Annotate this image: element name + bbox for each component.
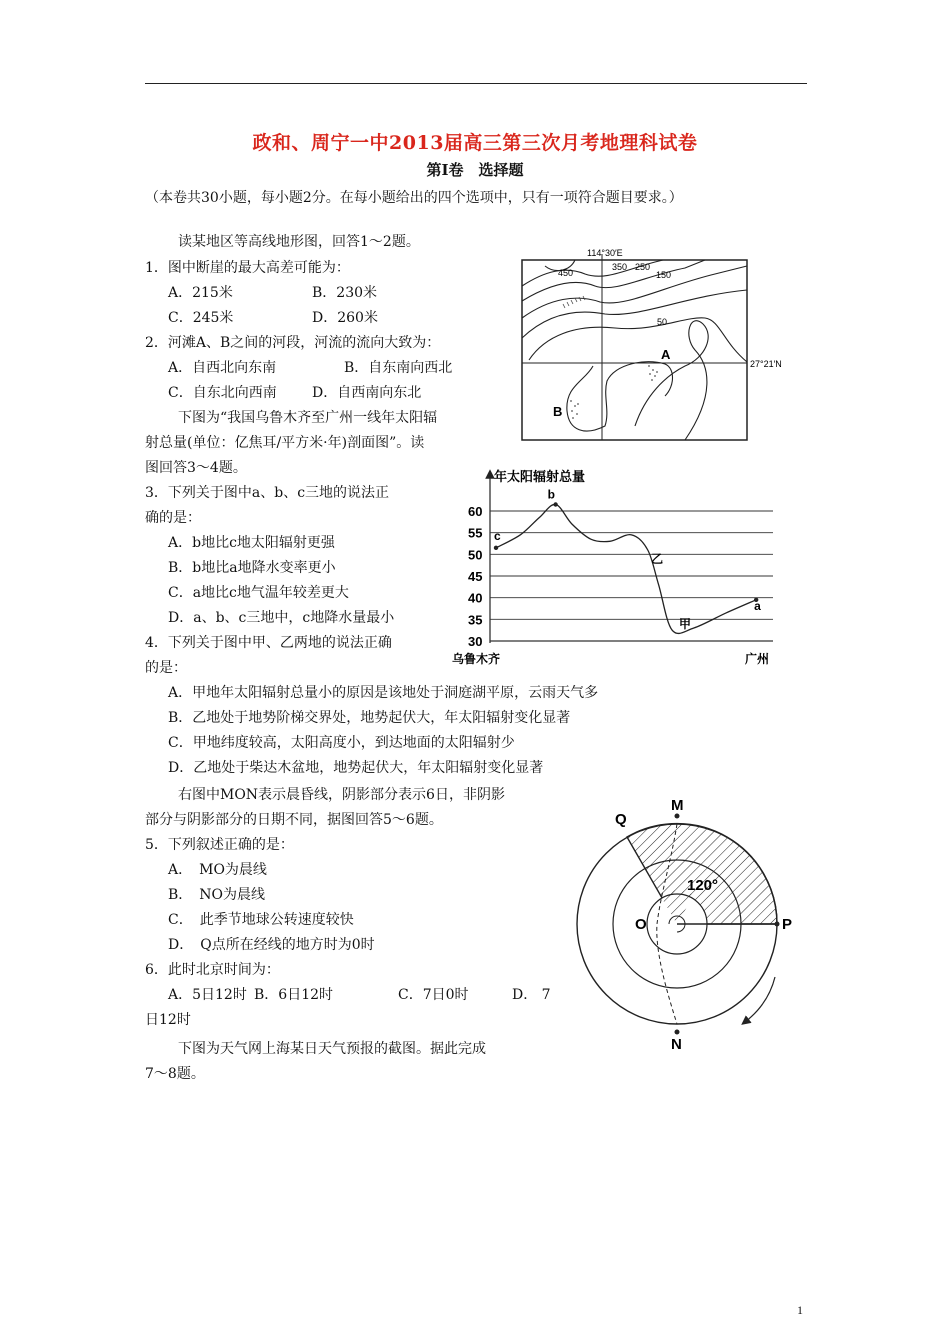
q1-option-d: D．260米 (312, 310, 378, 326)
header-rule (145, 83, 807, 84)
map-longitude-label: 114°30′E (587, 248, 623, 258)
point-a-label: A (661, 347, 671, 362)
y-tick-label: 30 (468, 634, 483, 649)
intro-q7-8-line1: 下图为天气网上海某日天气预报的截图。据此完成 (178, 1041, 486, 1057)
intro-q3-4-line3: 图回答3～4题。 (145, 460, 247, 476)
intro-q1-2: 读某地区等高线地形图，回答1～2题。 (178, 234, 420, 250)
q3-stem-line1: 3．下列关于图中a、b、c三地的说法正 (145, 485, 390, 501)
label-n: N (671, 1036, 682, 1053)
y-tick-label: 50 (468, 547, 483, 563)
polar-diagram (575, 792, 805, 1057)
q5-option-c: C． 此季节地球公转速度较快 (168, 912, 354, 928)
section-title: 第Ⅰ卷 选择题 (426, 161, 524, 179)
q5-option-b: B． NO为晨线 (168, 887, 266, 903)
chart-point-labels (494, 488, 761, 632)
y-tick-label: 45 (468, 569, 483, 584)
point-label: 乙 (651, 552, 664, 566)
q4-option-b: B．乙地处于地势阶梯交界处，地势起伏大，年太阳辐射变化显著 (168, 710, 571, 726)
rotation-direction-arrow (745, 977, 775, 1022)
contour-label-350: 350 (612, 262, 628, 272)
q2-option-d: D．自西南向东北 (312, 385, 422, 401)
q4-stem-line1: 4．下列关于图中甲、乙两地的说法正确 (145, 635, 392, 651)
contour-label-50: 50 (657, 317, 668, 327)
q2-option-b: B．自东南向西北 (344, 360, 453, 376)
chart-series-line (496, 504, 756, 633)
q3-option-a: A．b地比c地太阳辐射更强 (168, 535, 335, 551)
q3-stem-line2: 确的是： (145, 510, 201, 526)
contour-map (515, 246, 795, 446)
q3-option-b: B．b地比a地降水变率更小 (168, 560, 336, 576)
solar-radiation-chart (440, 466, 785, 671)
intro-q7-8-line2: 7～8题。 (145, 1066, 205, 1082)
y-tick-label: 40 (468, 590, 483, 606)
q6-option-d-part2: 日12时 (145, 1012, 191, 1028)
intro-q3-4-line1: 下图为“我国乌鲁木齐至广州一线年太阳辐 (178, 410, 438, 426)
river-beach-dots (570, 365, 658, 419)
q4-stem-line2: 的是： (145, 660, 187, 676)
chart-x-label-right: 广州 (745, 652, 770, 666)
q5-option-d: D． Q点所在经线的地方时为0时 (168, 937, 375, 953)
contour-label-450: 450 (558, 268, 574, 278)
q1-option-b: B．230米 (312, 285, 378, 301)
chart-y-ticks (468, 504, 482, 649)
q3-option-c: C．a地比c地气温年较差更大 (168, 585, 349, 601)
q2-option-c: C．自东北向西南 (168, 385, 277, 401)
q3-option-d: D．a、b、c三地中，c地降水量最小 (168, 610, 395, 626)
point-label: c (494, 528, 501, 543)
chart-gridlines (490, 511, 773, 641)
point-label: b (547, 487, 555, 502)
section-instructions: （本卷共30小题，每小题2分。在每小题给出的四个选项中，只有一项符合题目要求。） (145, 190, 683, 206)
intro-q5-6-line2: 部分与阴影部分的日期不同，据图回答5～6题。 (145, 812, 443, 828)
q6-option-d-part1: D． 7 (512, 987, 551, 1003)
q1-option-c: C．245米 (168, 310, 234, 326)
angle-label: 120° (687, 877, 719, 894)
q6-option-a: A．5日12时 (168, 987, 247, 1003)
q4-option-c: C．甲地纬度较高，太阳高度小，到达地面的太阳辐射少 (168, 735, 515, 751)
q2-option-a: A．自西北向东南 (168, 360, 277, 376)
point-label: a (754, 598, 761, 613)
point-p (775, 922, 780, 927)
y-tick-label: 55 (468, 525, 483, 541)
q1-option-a: A．215米 (168, 285, 233, 301)
q2-stem: 2．河滩A、B之间的河段，河流的流向大致为： (145, 335, 441, 351)
q6-stem: 6．此时北京时间为： (145, 962, 280, 978)
q1-stem: 1．图中断崖的最大高差可能为： (145, 260, 350, 276)
q4-option-a: A．甲地年太阳辐射总量小的原因是该地处于洞庭湖平原，云雨天气多 (168, 685, 599, 701)
point-n (675, 1030, 680, 1035)
point-label: 甲 (678, 617, 692, 631)
exam-title: 政和、周宁一中2013届高三第三次月考地理科试卷 (252, 132, 698, 154)
y-tick-label: 60 (468, 504, 483, 519)
point-marker-b (553, 502, 557, 506)
point-b-label: B (553, 404, 563, 419)
q5-option-a: A． MO为晨线 (168, 862, 267, 878)
label-p: P (782, 916, 793, 933)
chart-x-label-left: 乌鲁木齐 (452, 652, 501, 666)
label-q: Q (615, 811, 627, 828)
intro-q5-6-line1: 右图中MON表示晨昏线，阴影部分表示6日，非阴影 (178, 787, 505, 803)
q4-option-d: D．乙地处于柴达木盆地，地势起伏大，年太阳辐射变化显著 (168, 760, 544, 776)
map-latitude-label: 27°21′N (750, 359, 782, 369)
label-m: M (671, 797, 684, 814)
contour-label-150: 150 (656, 270, 672, 280)
chart-title: 年太阳辐射总量 (494, 469, 586, 484)
contour-label-250: 250 (635, 262, 651, 272)
q5-stem: 5．下列叙述正确的是： (145, 837, 294, 853)
intro-q3-4-line2: 射总量(单位：亿焦耳/平方米·年)剖面图”。读 (145, 435, 425, 451)
label-o: O (635, 916, 647, 933)
point-m (675, 814, 680, 819)
q6-option-b: B．6日12时 (254, 987, 334, 1003)
point-marker-c (494, 546, 498, 550)
q6-option-c: C．7日0时 (398, 987, 469, 1003)
y-tick-label: 35 (468, 612, 483, 628)
page-number: 1 (797, 1303, 803, 1317)
